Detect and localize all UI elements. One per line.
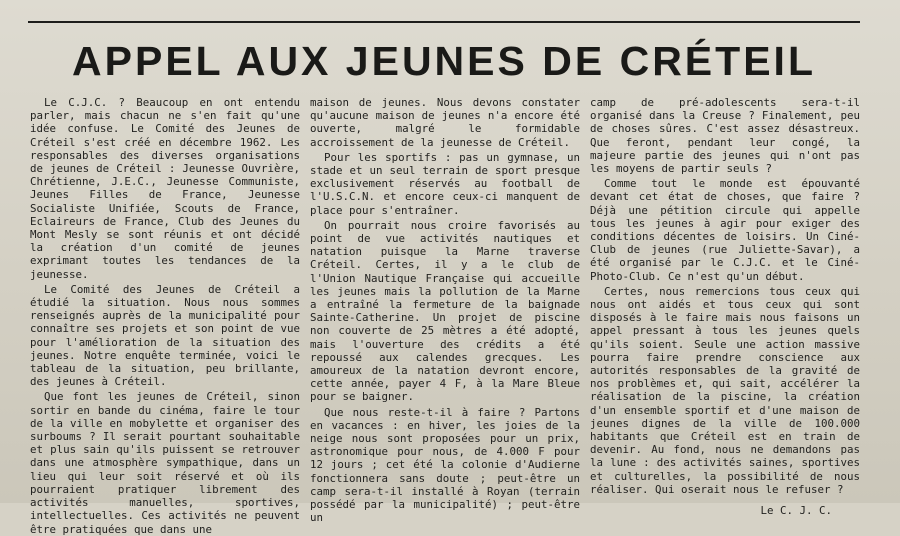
column-2 <box>310 96 580 525</box>
top-rule <box>28 21 860 23</box>
column-1 <box>30 96 300 536</box>
article-headline: APPEL AUX JEUNES DE CRÉTEIL <box>72 38 816 84</box>
paragraph: Le Comité des Jeunes de Créteil a étudié la situation. Nous nous sommes renseignés auprès de la municipalité pour connaître ses projets et son point de vue pour l'amélioration de la situation des jeunes. Notre enquête terminée, voici le tableau de la situation, peu brillante, des jeunes à Créteil. <box>30 282 300 389</box>
paragraph: Pour les sportifs : pas un gymnase, un stade et un seul terrain de sport presque exclusivement réservés au football de l'U.S.C.N. et encore ceux-ci manquent de place pour s'entraîner. <box>310 150 580 217</box>
paragraph: maison de jeunes. Nous devons constater qu'aucune maison de jeunes n'a encore été ouverte, malgré le formidable accroissement de la jeunesse de Créteil. <box>310 96 580 149</box>
column-3 <box>590 96 860 518</box>
paragraph: Comme tout le monde est épouvanté devant cet état de choses, que faire ? Déjà une pétition circule qui appelle tous les jeunes à agir pour exiger des conditions décentes de loisirs. Un Ciné-Club de jeunes (rue Juliette-Savar), a été organisé par le C.J.C. et le Ciné-Photo-Club. Ce n'est qu'un début. <box>590 177 860 283</box>
signature: Le C. J. C. <box>760 504 832 518</box>
paragraph: Que nous reste-t-il à faire ? Partons en vacances : en hiver, les joies de la neige nous sont proposées pour un prix, astronomique pour nous, de 4.000 F pour 12 jours ; cet été la colonie d'Audierne fonctionnera sans doute ; peut-être un camp sera-t-il installé à Royan (terrain possédé par la municipalité) ; peut-être un <box>310 405 580 525</box>
paragraph: Certes, nous remercions tous ceux qui nous ont aidés et tous ceux qui sont disposés à le faire mais nous faisons un appel pressant à tous les jeunes quels qu'ils soient. Seule une action massive pourra faire prendre conscience aux autorités responsables de la gravité de nos problèmes et, qui sait, accélérer la réalisation de la piscine, la création d'un ensemble sportif et d'une maison de jeunes dignes de la ville de 100.000 habitants que Créteil est en train de devenir. Au fond, nous ne demandons pas la lune : des activités saines, sportives et culturelles, la possibilité de nous réaliser. Qui oserait nous le refuser ? <box>590 284 860 496</box>
paragraph: Que font les jeunes de Créteil, sinon sortir en bande du cinéma, faire le tour de la ville en mobylette et organiser des surboums ? Il serait pourtant souhaitable et plus sain qu'ils puissent se retrouver dans une atmosphère sympathique, dans un lieu qui leur soit réservé et où ils pourraient pratiquer librement des activités manuelles, sportives, intellectuelles. Ces activités ne peuvent être pratiquées que dans une <box>30 390 300 536</box>
article-body <box>30 96 860 536</box>
paragraph: On pourrait nous croire favorisés au point de vue activités nautiques et natation puisque la Marne traverse Créteil. Certes, il y a le club de l'Union Nautique Française qui accueille les jeunes mais la pollution de la Marne a entraîné la fermeture de la baignade Sainte-Catherine. Un projet de piscine non couverte de 25 mètres a été adopté, mais l'ouverture des crédits a été repoussé aux calendes grecques. Les amoureux de la natation devront encore, cette année, payer 4 F, à la Mare Bleue pour se baigner. <box>310 218 580 404</box>
paragraph: Le C.J.C. ? Beaucoup en ont entendu parler, mais chacun ne s'en fait qu'une idée confuse. Le Comité des Jeunes de Créteil s'est créé en décembre 1962. Les responsables des diverses organisations de jeunes de Créteil : Jeunesse Ouvrière, Chrétienne, J.E.C., Jeunesse Communiste, Jeunes Filles de France, Jeunesse Socialiste Unifiée, Scouts de France, Eclaireurs de France, Club des Jeunes du Mont Mesly se sont réunis et ont décidé la création d'un comité de jeunes exprimant toutes les tendances de la jeunesse. <box>30 96 300 281</box>
paragraph: camp de pré-adolescents sera-t-il organisé dans la Creuse ? Finalement, peu de choses sûres. C'est assez désastreux. Que feront, pendant leur congé, la majeure partie des jeunes qui n'ont pas les moyens de partir seuls ? <box>590 96 860 176</box>
